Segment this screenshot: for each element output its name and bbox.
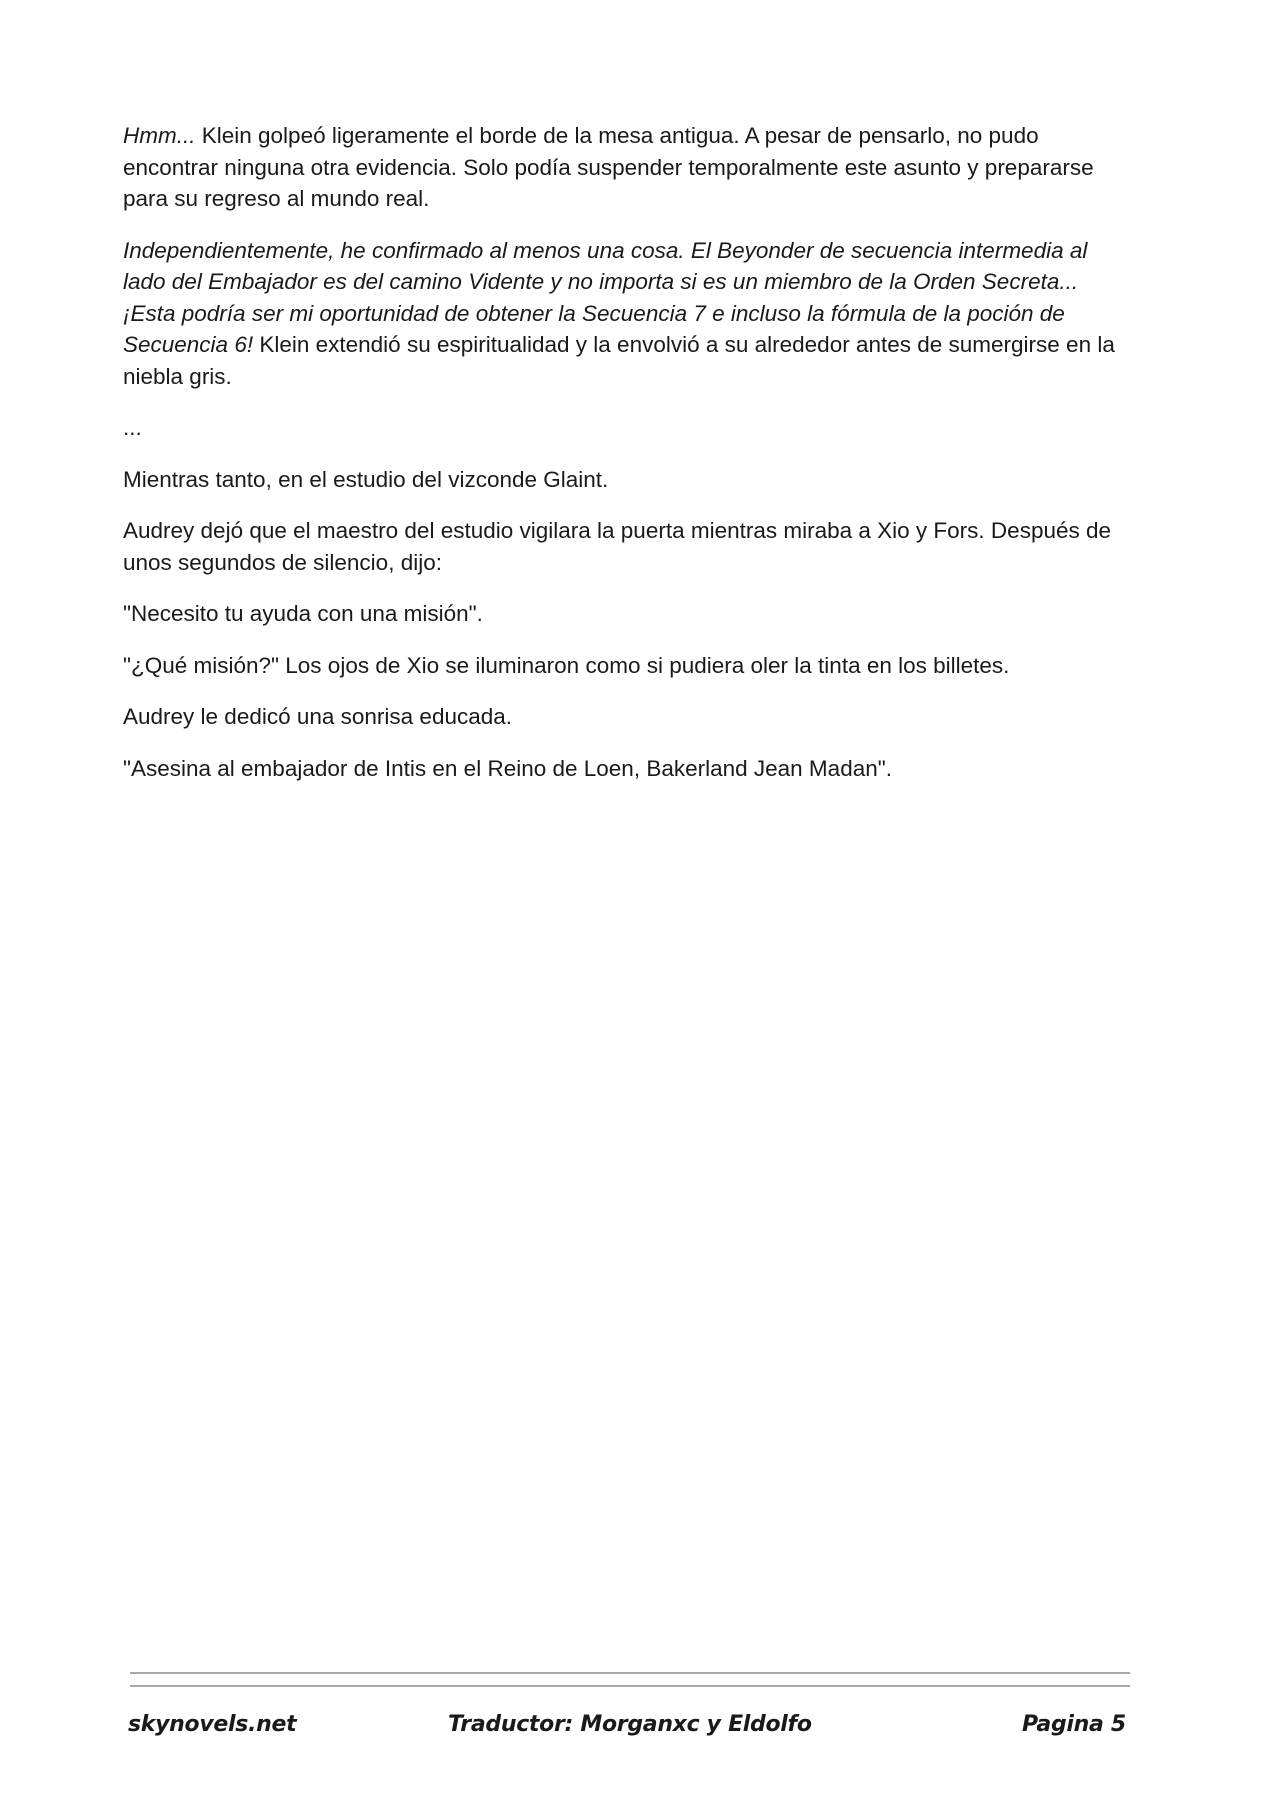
paragraph	[123, 598, 1133, 630]
paragraph	[123, 412, 1133, 444]
footer-site-name: skynovels.net	[128, 1712, 297, 1737]
paragraph-italic-text: Independientemente, he confirmado al menos una cosa. El Beyonder de secuencia intermedia al lado del Embajador es del camino Vidente y no importa si es un miembro de la Orden Secreta... ¡Esta podría ser mi oportunidad de obtener la Secuencia 7 e incluso la fórmula de la poción de Secuencia 6!	[123, 237, 1088, 357]
paragraph-text: Audrey le dedicó una sonrisa educada.	[123, 704, 513, 729]
paragraph-text: Klein extendió su espiritualidad y la envolvió a su alrededor antes de sumergirse en la niebla gris.	[123, 332, 1115, 389]
paragraph	[123, 650, 1133, 682]
scene-break: ...	[123, 415, 142, 440]
paragraph-text: Mientras tanto, en el estudio del vizconde Glaint.	[123, 466, 609, 492]
paragraph	[123, 235, 1133, 393]
paragraph-text: "Asesina al embajador de Intis en el Reino de Loen, Bakerland Jean Madan".	[123, 755, 892, 781]
footer-page-number: Pagina 5	[1022, 1712, 1126, 1737]
paragraph-italic-text: Hmm...	[123, 123, 196, 148]
paragraph	[123, 701, 1133, 733]
footer-translator-credit: Traductor: Morganxc y Eldolfo	[448, 1712, 812, 1737]
document-body	[123, 120, 1133, 804]
paragraph	[123, 753, 1133, 785]
paragraph-text: Klein golpeó ligeramente el borde de la mesa antigua. A pesar de pensarlo, no pudo encontrar ninguna otra evidencia. Solo podía suspender temporalmente este asunto y prepararse para su regreso al mundo real.	[123, 123, 1094, 211]
paragraph-text: "Necesito tu ayuda con una misión".	[123, 601, 483, 626]
paragraph-text: "¿Qué misión?" Los ojos de Xio se iluminaron como si pudiera oler la tinta en los billetes.	[123, 652, 1010, 678]
paragraph	[123, 464, 1133, 496]
paragraph	[123, 120, 1133, 215]
paragraph-text: Audrey dejó que el maestro del estudio vigilara la puerta mientras miraba a Xio y Fors. Después de unos segundos de silencio, dijo:	[123, 518, 1112, 575]
paragraph	[123, 515, 1133, 578]
footer-divider-bottom	[130, 1685, 1130, 1687]
footer-divider-top	[130, 1672, 1130, 1674]
